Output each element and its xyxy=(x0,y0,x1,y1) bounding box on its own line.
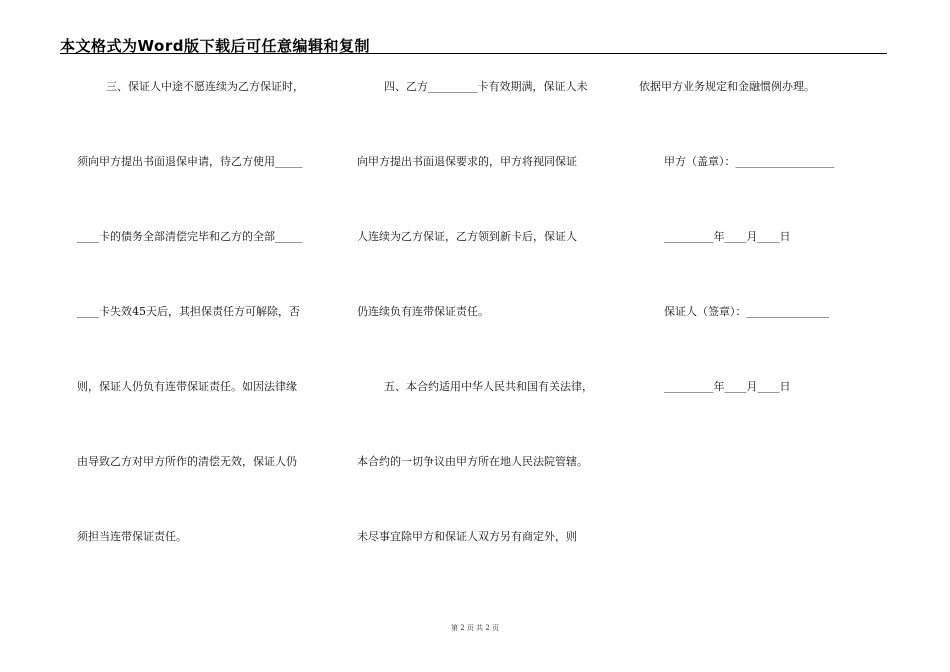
guarantor-sign-line: 保证人（签章）：_______________ xyxy=(664,305,829,318)
text-line: 四、乙方_________卡有效期满，保证人未 xyxy=(384,80,588,93)
text-line: 五、本合约适用中华人民共和国有关法律， xyxy=(384,380,593,393)
text-line: 仍连续负有连带保证责任。 xyxy=(357,305,489,318)
header-divider xyxy=(60,53,887,54)
text-line: 未尽事宜除甲方和保证人双方另有商定外，则 xyxy=(357,530,577,543)
page-number: 第 2 页 共 2 页 xyxy=(450,624,500,632)
text-line: 由导致乙方对甲方所作的清偿无效，保证人仍 xyxy=(77,455,297,468)
text-line: 须担当连带保证责任。 xyxy=(77,530,187,543)
text-line: 依据甲方业务规定和金融惯例办理。 xyxy=(639,80,815,93)
text-line: 须向甲方提出书面退保申请，待乙方使用_____ xyxy=(77,155,303,168)
text-line: 则，保证人仍负有连带保证责任。如因法律缘 xyxy=(77,380,297,393)
text-line: ____卡的债务全部清偿完毕和乙方的全部_____ xyxy=(77,230,303,243)
text-line: ____卡失效45天后，其担保责任方可解除，否 xyxy=(77,305,300,318)
party-a-seal-line: 甲方（盖章）：__________________ xyxy=(664,155,835,168)
guarantor-date-line: _________年____月____日 xyxy=(664,380,791,393)
page-header-title: 本文格式为Word版下载后可任意编辑和复制 xyxy=(60,37,370,55)
party-a-date-line: _________年____月____日 xyxy=(664,230,791,243)
text-line: 向甲方提出书面退保要求的，甲方将视同保证 xyxy=(357,155,577,168)
text-line: 三、保证人中途不愿连续为乙方保证时， xyxy=(106,80,304,93)
text-line: 本合约的一切争议由甲方所在地人民法院管辖。 xyxy=(357,455,588,468)
text-line: 人连续为乙方保证，乙方领到新卡后，保证人 xyxy=(357,230,577,243)
